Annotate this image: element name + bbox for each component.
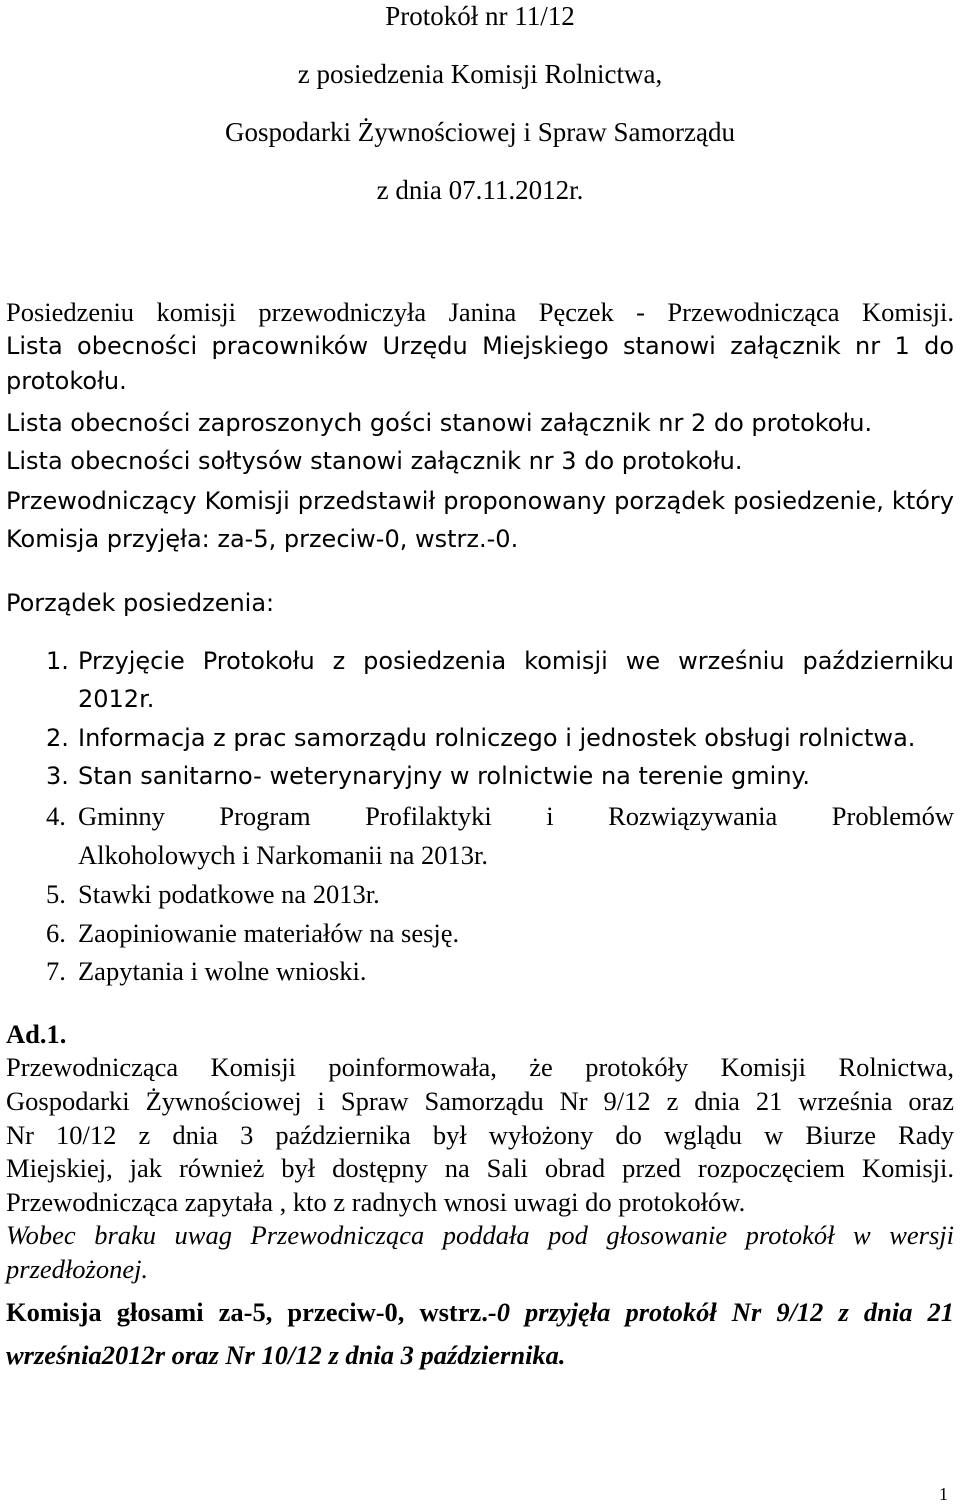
ad1-paragraph-line: Miejskiej, jak również był dostępny na Sali obrad przed rozpoczęciem Komisji. — [6, 1153, 954, 1183]
document-date: z dnia 07.11.2012r. — [376, 175, 584, 205]
ad1-vote-line — [6, 1296, 954, 1328]
ad1-vote-bold-italic: -0 przyjęła protokół Nr 9/12 z dnia 21 — [487, 1297, 955, 1327]
agenda-item-text: Stawki podatkowe na 2013r. — [78, 879, 380, 909]
attendance-line-1: Lista obecności pracowników Urzędu Miejskiego stanowi załącznik nr 1 do — [6, 332, 954, 360]
agenda-item-number: 7. — [46, 956, 66, 986]
ad1-italic-text: Wobec braku uwag Przewodnicząca poddała pod głosowanie protokół w wersji — [6, 1220, 954, 1250]
ad1-heading-text: Ad.1. — [6, 1019, 67, 1049]
ad1-paragraph-line: Przewodnicząca Komisji poinformowała, że protokóły Komisji Rolnictwa, — [6, 1052, 954, 1082]
agenda-item-number: 2. — [46, 724, 69, 752]
agenda-item-number: 4. — [46, 801, 66, 831]
ad1-italic-line-cont — [6, 1253, 148, 1285]
ad1-paragraph-line: Gospodarki Żywnościowej i Spraw Samorządu Nr 9/12 z dnia 21 września oraz — [6, 1086, 954, 1116]
ad1-italic-line — [6, 1219, 954, 1251]
agenda-item-text: Zapytania i wolne wnioski. — [78, 956, 367, 986]
agenda-item-number: 6. — [46, 918, 66, 948]
ad1-paragraph-line: Nr 10/12 z dnia 3 października był wyłożony do wglądu w Biurze Rady — [6, 1120, 954, 1150]
agenda-item-text: Przyjęcie Protokołu z posiedzenia komisji we wrześniu październiku — [78, 647, 954, 675]
attendance-line-1-cont: protokołu. — [6, 367, 127, 395]
agenda-intro-line-1: Przewodniczący Komisji przedstawił proponowany porządek posiedzenie, który — [6, 487, 954, 515]
ad1-vote-bold-italic-cont: września2012r oraz Nr 10/12 z dnia 3 października. — [6, 1340, 566, 1370]
document-subtitle-2: Gospodarki Żywnościowej i Spraw Samorządu — [225, 117, 735, 147]
document-subtitle: z posiedzenia Komisji Rolnictwa, — [297, 59, 663, 89]
document-title: Protokół nr 11/12 — [385, 1, 575, 31]
ad1-heading — [6, 1018, 66, 1050]
agenda-item-text: Stan sanitarno- weterynaryjny w rolnictwie na terenie gminy. — [78, 762, 810, 790]
agenda-item-number: 1. — [46, 647, 69, 675]
ad1-paragraph-line: Przewodnicząca zapytała , kto z radnych wnosi uwagi do protokołów. — [6, 1187, 746, 1217]
ad1-vote-bold: Komisja głosami za-5, przeciw-0, wstrz. — [6, 1297, 488, 1327]
agenda-item-text-cont: Alkoholowych i Narkomanii na 2013r. — [78, 840, 488, 870]
ad1-italic-text-cont: przedłożonej. — [6, 1254, 149, 1284]
agenda-item-number: 5. — [46, 879, 66, 909]
agenda-item-text-cont: 2012r. — [78, 685, 155, 713]
agenda-heading: Porządek posiedzenia: — [6, 589, 275, 617]
attendance-line-2: Lista obecności zaproszonych gości stanowi załącznik nr 2 do protokołu. — [6, 409, 873, 437]
agenda-item-text: Informacja z prac samorządu rolniczego i jednostek obsługi rolnictwa. — [78, 724, 916, 752]
agenda-item-number: 3. — [46, 762, 69, 790]
attendance-line-3: Lista obecności sołtysów stanowi załącznik nr 3 do protokołu. — [6, 447, 743, 475]
page-number: 1 — [939, 1484, 948, 1504]
agenda-item-text: Zaopiniowanie materiałów na sesję. — [78, 918, 460, 948]
agenda-intro-line-2: Komisja przyjęła: za-5, przeciw-0, wstrz.-0. — [6, 525, 519, 553]
ad1-vote-line-cont — [6, 1339, 566, 1371]
agenda-item-text: Gminny Program Profilaktyki i Rozwiązywania Problemów — [78, 801, 954, 831]
chair-line: Posiedzeniu komisji przewodniczyła Janina Pęczek - Przewodnicząca Komisji. — [6, 297, 954, 327]
